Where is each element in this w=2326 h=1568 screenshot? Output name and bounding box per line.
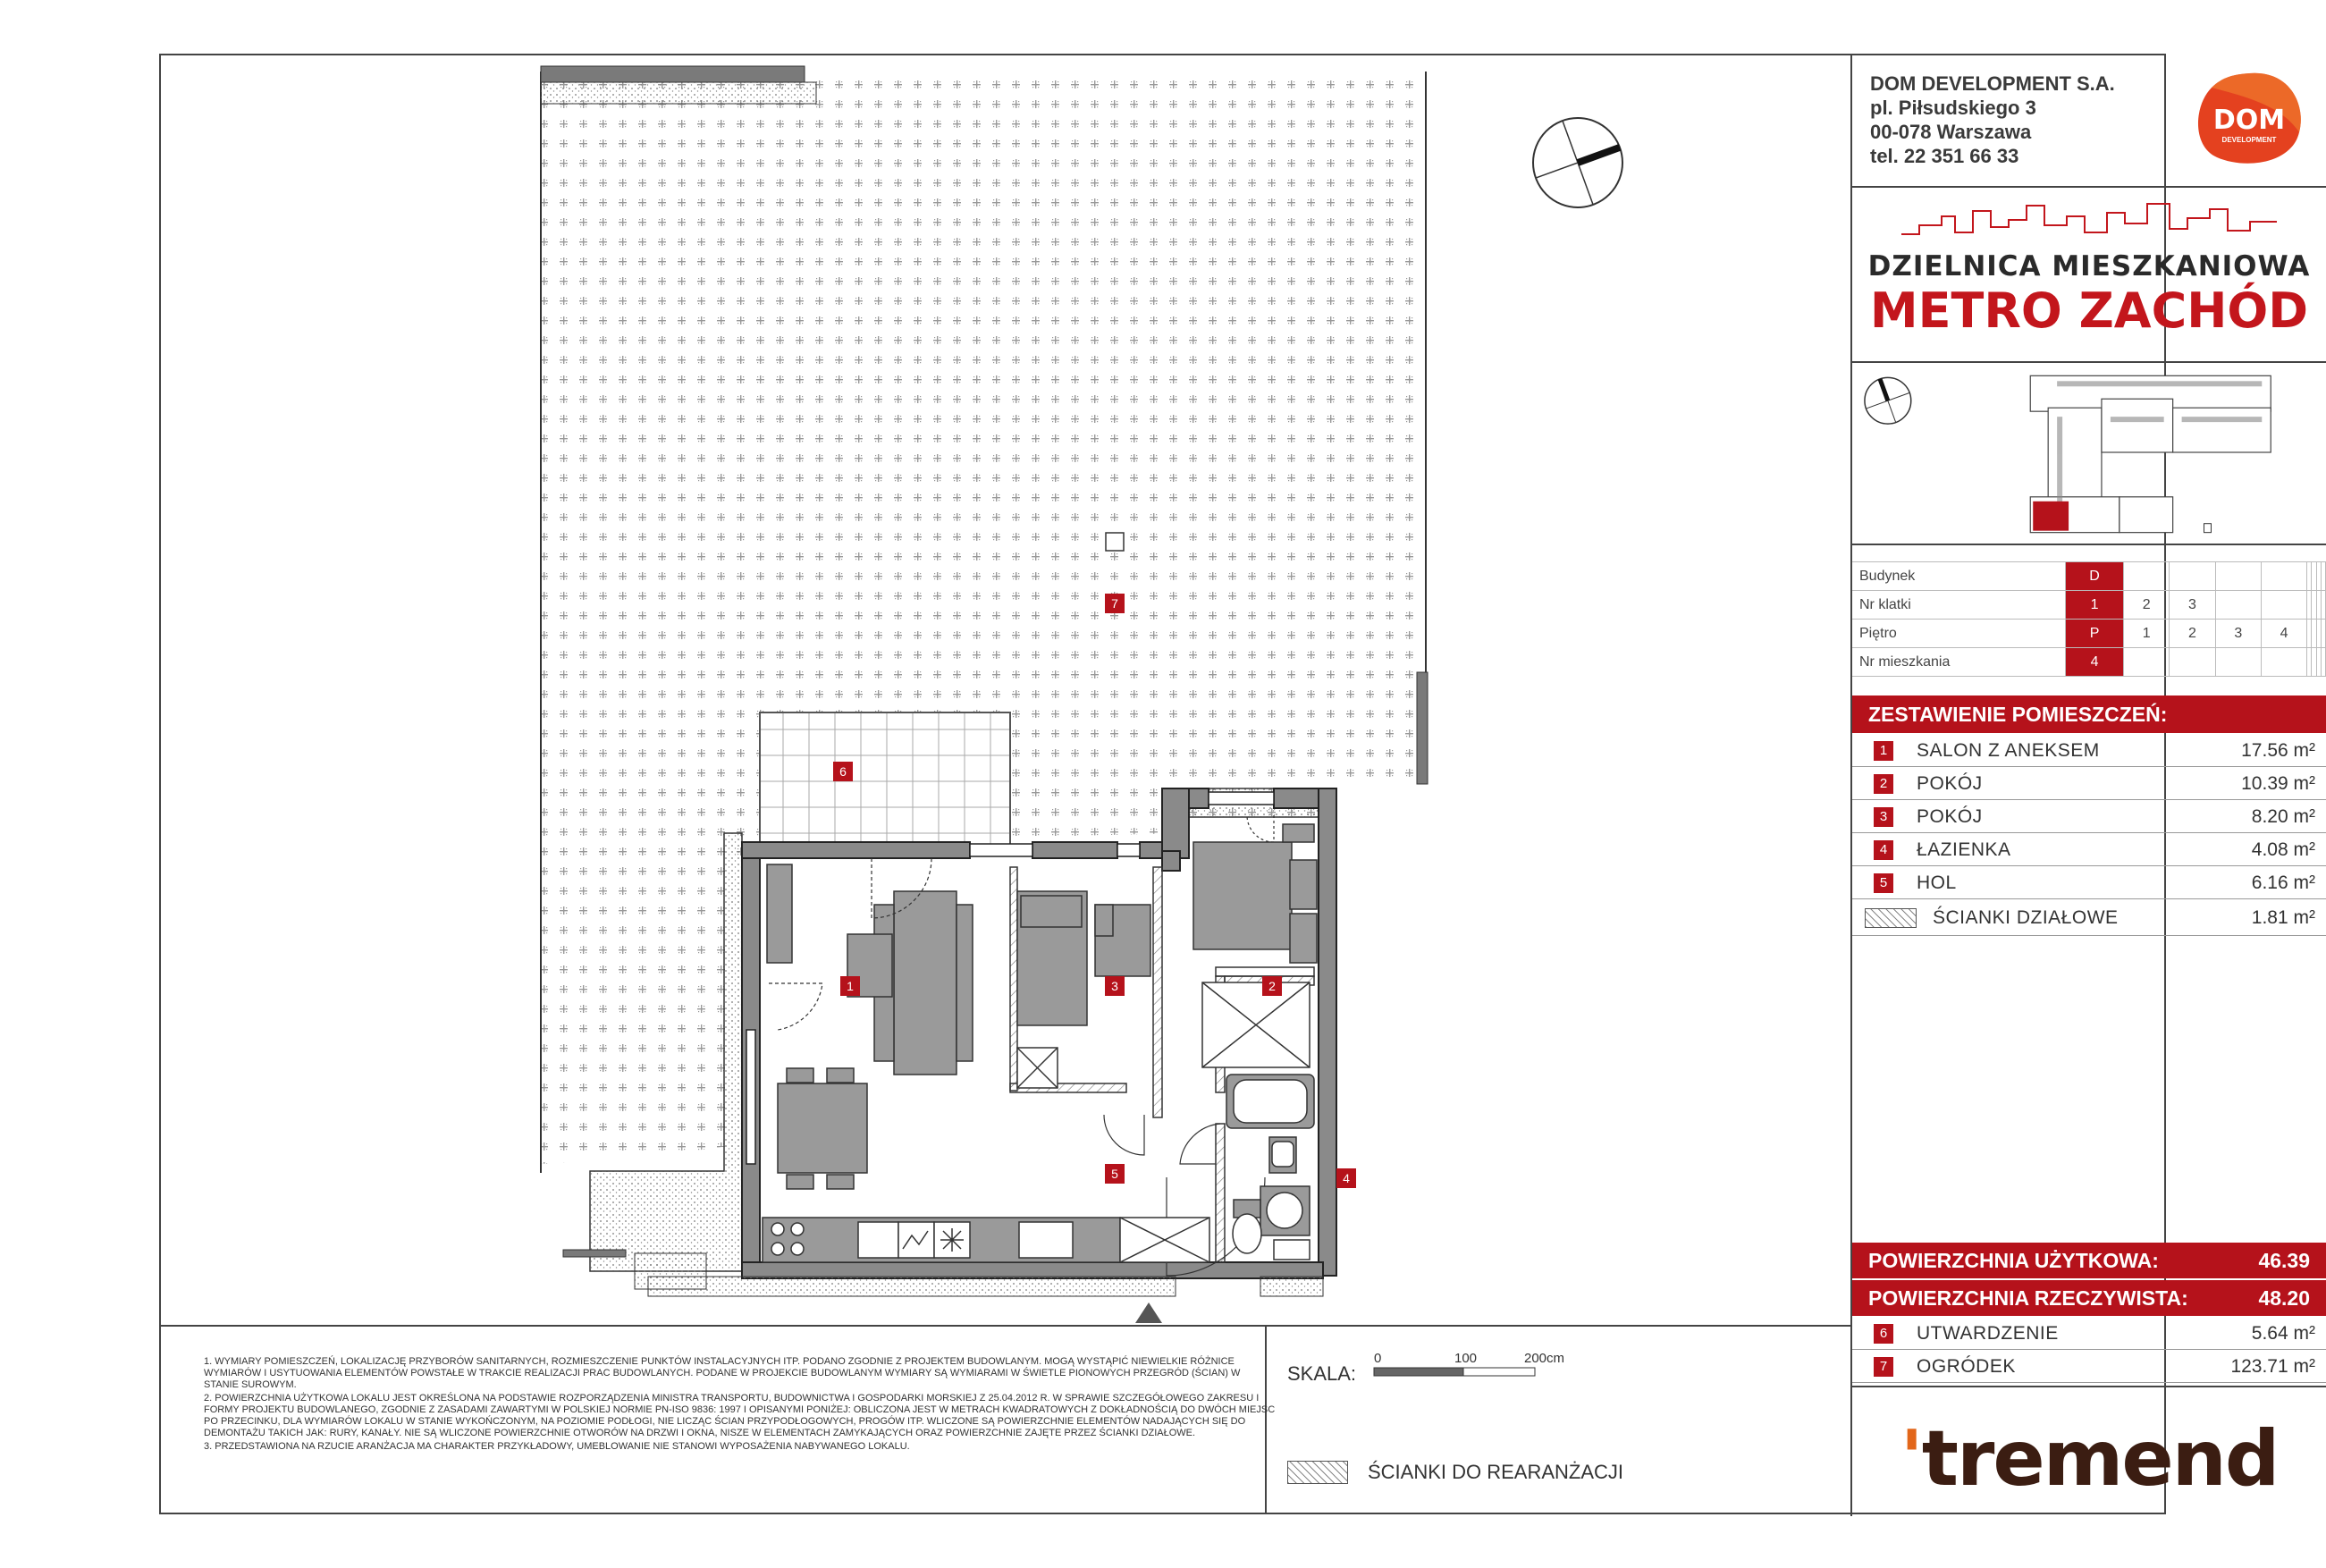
room-row-1 bbox=[1852, 735, 2326, 767]
room-name: POKÓJ bbox=[1917, 805, 1983, 827]
scale-tick-0: 0 bbox=[1374, 1351, 1382, 1366]
info-cell bbox=[2170, 648, 2215, 677]
scale-label: SKALA: bbox=[1287, 1362, 1357, 1385]
tremend-logo bbox=[1852, 1414, 2326, 1504]
note-2: 2. POWIERZCHNIA UŻYTKOWA LOKALU JEST OKREŚLONA NA PODSTAWIE ROZPORZĄDZENIA MINISTRA TRANSPORTU, BUDOWNICTWA I GOSPODARKI MORSKIEJ Z 25.04.2012 R. W SPRAWIE SZCZEGÓŁOWEGO ZAKRESU I FORMY PROJEKTU BUDOWLANEGO, ZGODNIE Z ZASADAMI ZAWARTYMI W POLSKIEJ NORMIE PN-ISO 9836: 1997 I OPISANYMI PONIŻEJ: OBLICZONA JEST W METRACH KWADRATOWYCH Z DOKŁADNOŚCIĄ DO DWÓCH MIEJSC PO PRZECINKU, DLA WYMIARÓW LOKALU W STANIE WYKOŃCZONYM, NA POZIOMIE PODŁOGI, NIE LICZĄC ŚCIAN PRZYPODŁOGOWYCH, PROGÓW ITP. WLICZONE SĄ POWIERZCHNIE ELEMENTÓW NADAJĄCYCH SIĘ DO DEMONTAŻU TAKICH JAK: RURY, KANAŁY. NIE SĄ WLICZONE POWIERZCHNIE OTWORÓW NA DRZWI I OKNA, NISZE W ELEMENTACH ZAMYKAJĄCYCH ORAZ POWIERZCHNIE ZAJĘTE PRZEZ ŚCIANKI DZIAŁOWE. bbox=[204, 1393, 1276, 1438]
rooms-header-label: ZESTAWIENIE POMIESZCZEŃ: bbox=[1868, 702, 2168, 726]
scale-tick-200: 200cm bbox=[1524, 1351, 1565, 1366]
walls-row bbox=[1852, 900, 2326, 936]
room-num: 4 bbox=[1874, 840, 1893, 860]
extra-area: 5.64 m² bbox=[2251, 1322, 2315, 1344]
district-line-2: METRO ZACHÓD bbox=[1869, 282, 2309, 339]
info-cell: 4 bbox=[2066, 648, 2124, 677]
info-label: Budynek bbox=[1852, 562, 2066, 591]
district-branding bbox=[1852, 190, 2326, 339]
company-city: 00-078 Warszawa bbox=[1870, 121, 2032, 143]
info-cell bbox=[2170, 562, 2215, 591]
room-row-4 bbox=[1852, 834, 2326, 866]
sidebar-divider-4 bbox=[1852, 1386, 2326, 1387]
tremend-accent: ' bbox=[1900, 1414, 1922, 1504]
info-cell bbox=[2124, 648, 2170, 677]
entrance-arrow-icon bbox=[1135, 1302, 1162, 1323]
room-name: ŁAZIENKA bbox=[1917, 839, 2011, 860]
room-marker-5: 5 bbox=[1105, 1164, 1125, 1184]
info-cell bbox=[2124, 562, 2170, 591]
info-cell bbox=[2261, 591, 2306, 620]
real-area-value: 48.20 bbox=[2258, 1286, 2310, 1310]
info-row bbox=[1852, 562, 2326, 591]
walls-name: ŚCIANKI DZIAŁOWE bbox=[1933, 906, 2119, 928]
info-cell bbox=[2261, 648, 2306, 677]
logo-subtext: DEVELOPMENT bbox=[2221, 136, 2277, 144]
company-street: pl. Piłsudskiego 3 bbox=[1870, 97, 2036, 119]
room-marker-2: 2 bbox=[1262, 976, 1282, 996]
company-phone: tel. 22 351 66 33 bbox=[1870, 145, 2019, 167]
extra-name: OGRÓDEK bbox=[1917, 1355, 2016, 1377]
site-key-map bbox=[1852, 363, 2326, 542]
real-area-label: POWIERZCHNIA RZECZYWISTA: bbox=[1868, 1286, 2188, 1310]
rooms-header bbox=[1852, 695, 2326, 733]
room-num: 1 bbox=[1874, 741, 1893, 761]
apartment-info-table bbox=[1852, 561, 2326, 677]
sheet-frame bbox=[159, 54, 2315, 1514]
note-3: 3. PRZEDSTAWIONA NA RZUCIE ARANŻACJA MA CHARAKTER PRZYKŁADOWY, UMEBLOWANIE NIE STANOWI WYPOSAŻENIA NABYWANEGO LOKALU. bbox=[204, 1441, 910, 1452]
tremend-word: tremend bbox=[1921, 1414, 2279, 1504]
usable-area-row bbox=[1852, 1243, 2326, 1278]
district-line-1: DZIELNICA MIESZKANIOWA bbox=[1867, 250, 2311, 282]
rearrangement-legend bbox=[1287, 1461, 1623, 1484]
info-cell bbox=[2215, 562, 2261, 591]
hatch-swatch bbox=[1287, 1461, 1348, 1484]
floor-plan bbox=[161, 55, 1850, 1378]
info-label: Nr klatki bbox=[1852, 591, 2066, 620]
sidebar-divider-1 bbox=[1852, 186, 2326, 188]
room-name: SALON Z ANEKSEM bbox=[1917, 739, 2100, 761]
site-compass-icon bbox=[1865, 377, 1911, 424]
info-cell: 1 bbox=[2124, 620, 2170, 648]
extra-area: 123.71 m² bbox=[2230, 1355, 2315, 1377]
room-marker-7: 7 bbox=[1105, 594, 1125, 613]
real-area-row bbox=[1852, 1280, 2326, 1316]
company-name: DOM DEVELOPMENT S.A. bbox=[1870, 72, 2115, 95]
room-num: 5 bbox=[1874, 873, 1893, 893]
extra-num: 6 bbox=[1874, 1324, 1893, 1344]
room-num: 3 bbox=[1874, 807, 1893, 827]
room-area: 8.20 m² bbox=[2251, 805, 2315, 827]
info-cell: 2 bbox=[2124, 591, 2170, 620]
company-address bbox=[1870, 72, 2115, 168]
sidebar-divider-3 bbox=[1852, 544, 2326, 545]
extra-name: UTWARDZENIE bbox=[1917, 1322, 2059, 1344]
room-area: 17.56 m² bbox=[2241, 739, 2315, 761]
logo-text: DOM bbox=[2212, 105, 2286, 136]
extra-num: 7 bbox=[1874, 1357, 1893, 1377]
legal-notes bbox=[204, 1356, 1277, 1454]
scale-graphic bbox=[1372, 1348, 1587, 1384]
extra-row-7 bbox=[1852, 1351, 2326, 1383]
info-cell: D bbox=[2066, 562, 2124, 591]
info-cell: 1 bbox=[2066, 591, 2124, 620]
room-marker-1: 1 bbox=[840, 976, 860, 996]
extra-row-6 bbox=[1852, 1318, 2326, 1350]
info-cell: P bbox=[2066, 620, 2124, 648]
info-cell: 4 bbox=[2261, 620, 2306, 648]
scale-tick-100: 100 bbox=[1454, 1351, 1478, 1366]
info-cell bbox=[2215, 648, 2261, 677]
info-row bbox=[1852, 648, 2326, 677]
info-cell: 3 bbox=[2170, 591, 2215, 620]
terrace-tiles bbox=[760, 712, 1010, 847]
info-cell: 3 bbox=[2215, 620, 2261, 648]
info-label: Piętro bbox=[1852, 620, 2066, 648]
room-row-2 bbox=[1852, 768, 2326, 800]
scale-bar bbox=[1287, 1351, 1565, 1386]
compass-icon bbox=[1533, 118, 1622, 207]
room-row-3 bbox=[1852, 801, 2326, 833]
room-row-5 bbox=[1852, 867, 2326, 899]
room-num: 2 bbox=[1874, 774, 1893, 794]
room-area: 6.16 m² bbox=[2251, 872, 2315, 893]
footer-divider bbox=[161, 1325, 1850, 1327]
info-row bbox=[1852, 620, 2326, 648]
room-marker-4: 4 bbox=[1336, 1168, 1356, 1188]
info-cell bbox=[2321, 648, 2325, 677]
info-cell bbox=[2261, 562, 2306, 591]
info-cell: 2 bbox=[2170, 620, 2215, 648]
usable-area-label: POWIERZCHNIA UŻYTKOWA: bbox=[1868, 1248, 2159, 1272]
room-marker-6: 6 bbox=[833, 762, 853, 781]
info-cell bbox=[2321, 620, 2325, 648]
info-cell bbox=[2321, 591, 2325, 620]
room-name: POKÓJ bbox=[1917, 772, 1983, 794]
room-name: HOL bbox=[1917, 872, 1957, 893]
walls-area: 1.81 m² bbox=[2251, 906, 2315, 928]
room-area: 10.39 m² bbox=[2241, 772, 2315, 794]
note-1: 1. WYMIARY POMIESZCZEŃ, LOKALIZACJĘ PRZYBORÓW SANITARNYCH, ROZMIESZCZENIE PUNKTÓW INSTALACYJNYCH ITP. PODANO ZGODNIE Z PROJEKTEM BUDOWLANYM. MOGĄ WYSTĄPIĆ NIEWIELKIE RÓŻNICE WYMIARÓW I USYTUOWANIA ELEMENTÓW POWSTAŁE W TRAKCIE REALIZACJI PRAC BUDOWLANYCH. PODANE W PROJEKCIE BUDOWLANYM WYMIARY SĄ WYMIARAMI W ŚWIETLE PIONOWYCH PRZEGRÓD (ŚCIAN) W STANIE SUROWYM. bbox=[204, 1356, 1241, 1390]
info-cell bbox=[2321, 562, 2325, 591]
floor-plan-drawing bbox=[161, 55, 1850, 1325]
room-area: 4.08 m² bbox=[2251, 839, 2315, 860]
usable-area-value: 46.39 bbox=[2258, 1248, 2310, 1272]
info-sidebar bbox=[1850, 55, 2326, 1516]
rearrangement-label: ŚCIANKI DO REARANŻACJI bbox=[1368, 1461, 1624, 1483]
info-cell bbox=[2215, 591, 2261, 620]
room-marker-3: 3 bbox=[1105, 976, 1125, 996]
info-label: Nr mieszkania bbox=[1852, 648, 2066, 677]
info-row bbox=[1852, 591, 2326, 620]
walls-hatch-swatch bbox=[1865, 908, 1917, 928]
